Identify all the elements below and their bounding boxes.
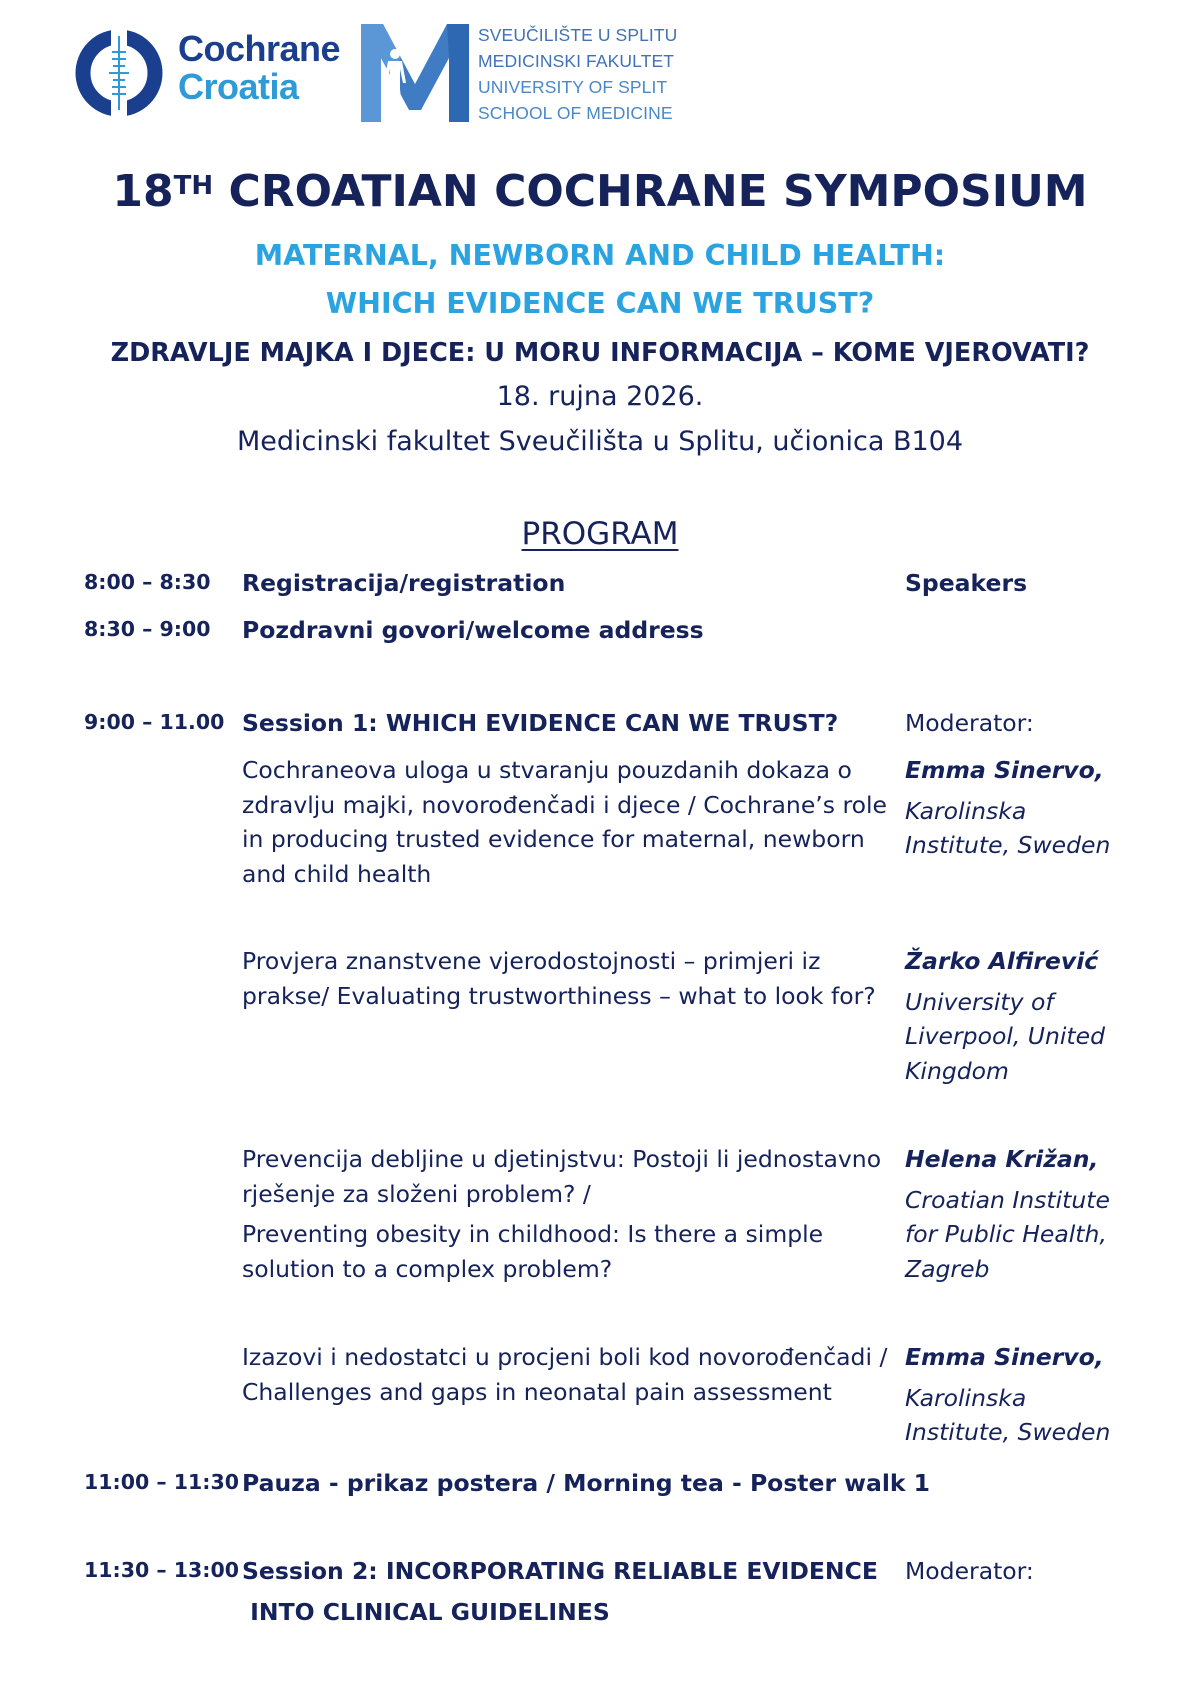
title-number: 18	[112, 166, 174, 217]
talk-1-speaker	[905, 753, 1175, 863]
agenda-item-2: Pozdravni govori/welcome address	[242, 616, 704, 644]
talk-3-speaker	[905, 1142, 1175, 1286]
talk-3-affiliation-line-2: for Public Health,	[905, 1220, 1107, 1248]
talk-1-line-3: in producing trusted evidence for maternal, newborn	[242, 825, 865, 853]
university-line-2: MEDICINSKI FAKULTET	[478, 51, 675, 71]
agenda-item-break: Pauza - prikaz postera / Morning tea - Poster walk 1	[242, 1469, 931, 1497]
talk-3-line-3: Preventing obesity in childhood: Is there a simple	[242, 1220, 824, 1248]
university-line-3: UNIVERSITY OF SPLIT	[478, 77, 668, 97]
session-2-title-line-2: INTO CLINICAL GUIDELINES	[242, 1597, 610, 1626]
session-1-moderator-label: Moderator:	[905, 709, 1034, 737]
university-line-1: SVEUČILIŠTE U SPLITU	[478, 25, 678, 45]
symposium-title	[0, 166, 1200, 218]
talk-1-line-2: zdravlju majki, novorođenčadi i djece / Cochrane’s role	[242, 790, 887, 819]
talk-2-affiliation-line-1: University of	[905, 987, 1054, 1016]
cochrane-logo-icon	[74, 28, 164, 118]
talk-3-title	[242, 1142, 882, 1286]
subtitle-en-line-2: WHICH EVIDENCE CAN WE TRUST?	[325, 287, 875, 320]
talk-4-speaker	[905, 1340, 1175, 1450]
time-slot-2: 8:30 – 9:00	[84, 617, 211, 641]
subtitle-hr: ZDRAVLJE MAJKA I DJECE: U MORU INFORMACIJA – KOME VJEROVATI?	[110, 338, 1090, 368]
talk-1-title	[242, 753, 887, 891]
talk-4-affiliation-line-1: Karolinska	[905, 1383, 1027, 1412]
session-2-moderator-label: Moderator:	[905, 1557, 1034, 1585]
talk-2-speaker-name: Žarko Alfirević	[905, 947, 1099, 975]
university-name	[478, 22, 677, 126]
talk-2-affiliation-line-2: Liverpool, United	[905, 1022, 1106, 1050]
talk-3-affiliation-line-3: Zagreb	[905, 1254, 990, 1283]
program-heading: PROGRAM	[521, 516, 679, 552]
talk-2-speaker	[905, 944, 1175, 1088]
wordmark-line-1: Cochrane	[178, 28, 341, 69]
talk-1-line-4: and child health	[242, 859, 432, 888]
subtitle-en-line-1: MATERNAL, NEWBORN AND CHILD HEALTH:	[254, 239, 946, 272]
talk-1-speaker-name: Emma Sinervo,	[905, 756, 1104, 784]
cochrane-croatia-wordmark	[178, 30, 340, 106]
agenda-item-1: Registracija/registration	[242, 569, 566, 597]
talk-3-line-1: Prevencija debljine u djetinjstvu: Postoji li jednostavno	[242, 1145, 882, 1173]
talk-1-affiliation-line-2: Institute, Sweden	[905, 831, 1111, 859]
talk-4-speaker-name: Emma Sinervo,	[905, 1343, 1104, 1371]
title-superscript: TH	[173, 171, 214, 201]
time-slot-3: 9:00 – 11.00	[84, 710, 225, 734]
time-slot-1: 8:00 – 8:30	[84, 570, 211, 594]
school-of-medicine-m-logo-icon	[361, 24, 469, 122]
university-line-4: SCHOOL OF MEDICINE	[478, 103, 673, 123]
talk-2-title	[242, 944, 882, 1013]
talk-4-line-1: Izazovi i nedostatci u procjeni boli kod novorođenčadi /	[242, 1343, 888, 1371]
talk-3-affiliation-line-1: Croatian Institute	[905, 1185, 1110, 1214]
time-slot-5: 11:30 – 13:00	[84, 1558, 240, 1582]
talk-3-speaker-name: Helena Križan,	[905, 1145, 1099, 1173]
talk-2-line-2: prakse/ Evaluating trustworthiness – what to look for?	[242, 981, 876, 1010]
title-text: CROATIAN COCHRANE SYMPOSIUM	[213, 166, 1088, 217]
session-2-title-line-1: Session 2: INCORPORATING RELIABLE EVIDENCE	[242, 1557, 878, 1585]
time-slot-4: 11:00 – 11:30	[84, 1470, 240, 1494]
event-venue: Medicinski fakultet Sveučilišta u Splitu, učionica B104	[236, 426, 964, 457]
talk-4-line-2: Challenges and gaps in neonatal pain assessment	[242, 1377, 832, 1406]
talk-3-line-2: rješenje za složeni problem? /	[242, 1179, 591, 1208]
talk-4-affiliation-line-2: Institute, Sweden	[905, 1418, 1111, 1446]
wordmark-line-2: Croatia	[178, 66, 299, 107]
talk-1-affiliation-line-1: Karolinska	[905, 796, 1027, 825]
speakers-heading: Speakers	[905, 569, 1028, 597]
talk-1-line-1: Cochraneova uloga u stvaranju pouzdanih dokaza o	[242, 756, 852, 784]
event-date: 18. rujna 2026.	[496, 381, 704, 412]
session-1-title: Session 1: WHICH EVIDENCE CAN WE TRUST?	[242, 709, 839, 737]
talk-3-line-4: solution to a complex problem?	[242, 1254, 613, 1283]
talk-2-affiliation-line-3: Kingdom	[905, 1056, 1009, 1085]
talk-2-line-1: Provjera znanstvene vjerodostojnosti – primjeri iz	[242, 947, 821, 975]
session-2-title	[242, 1554, 882, 1629]
talk-4-title	[242, 1340, 888, 1409]
